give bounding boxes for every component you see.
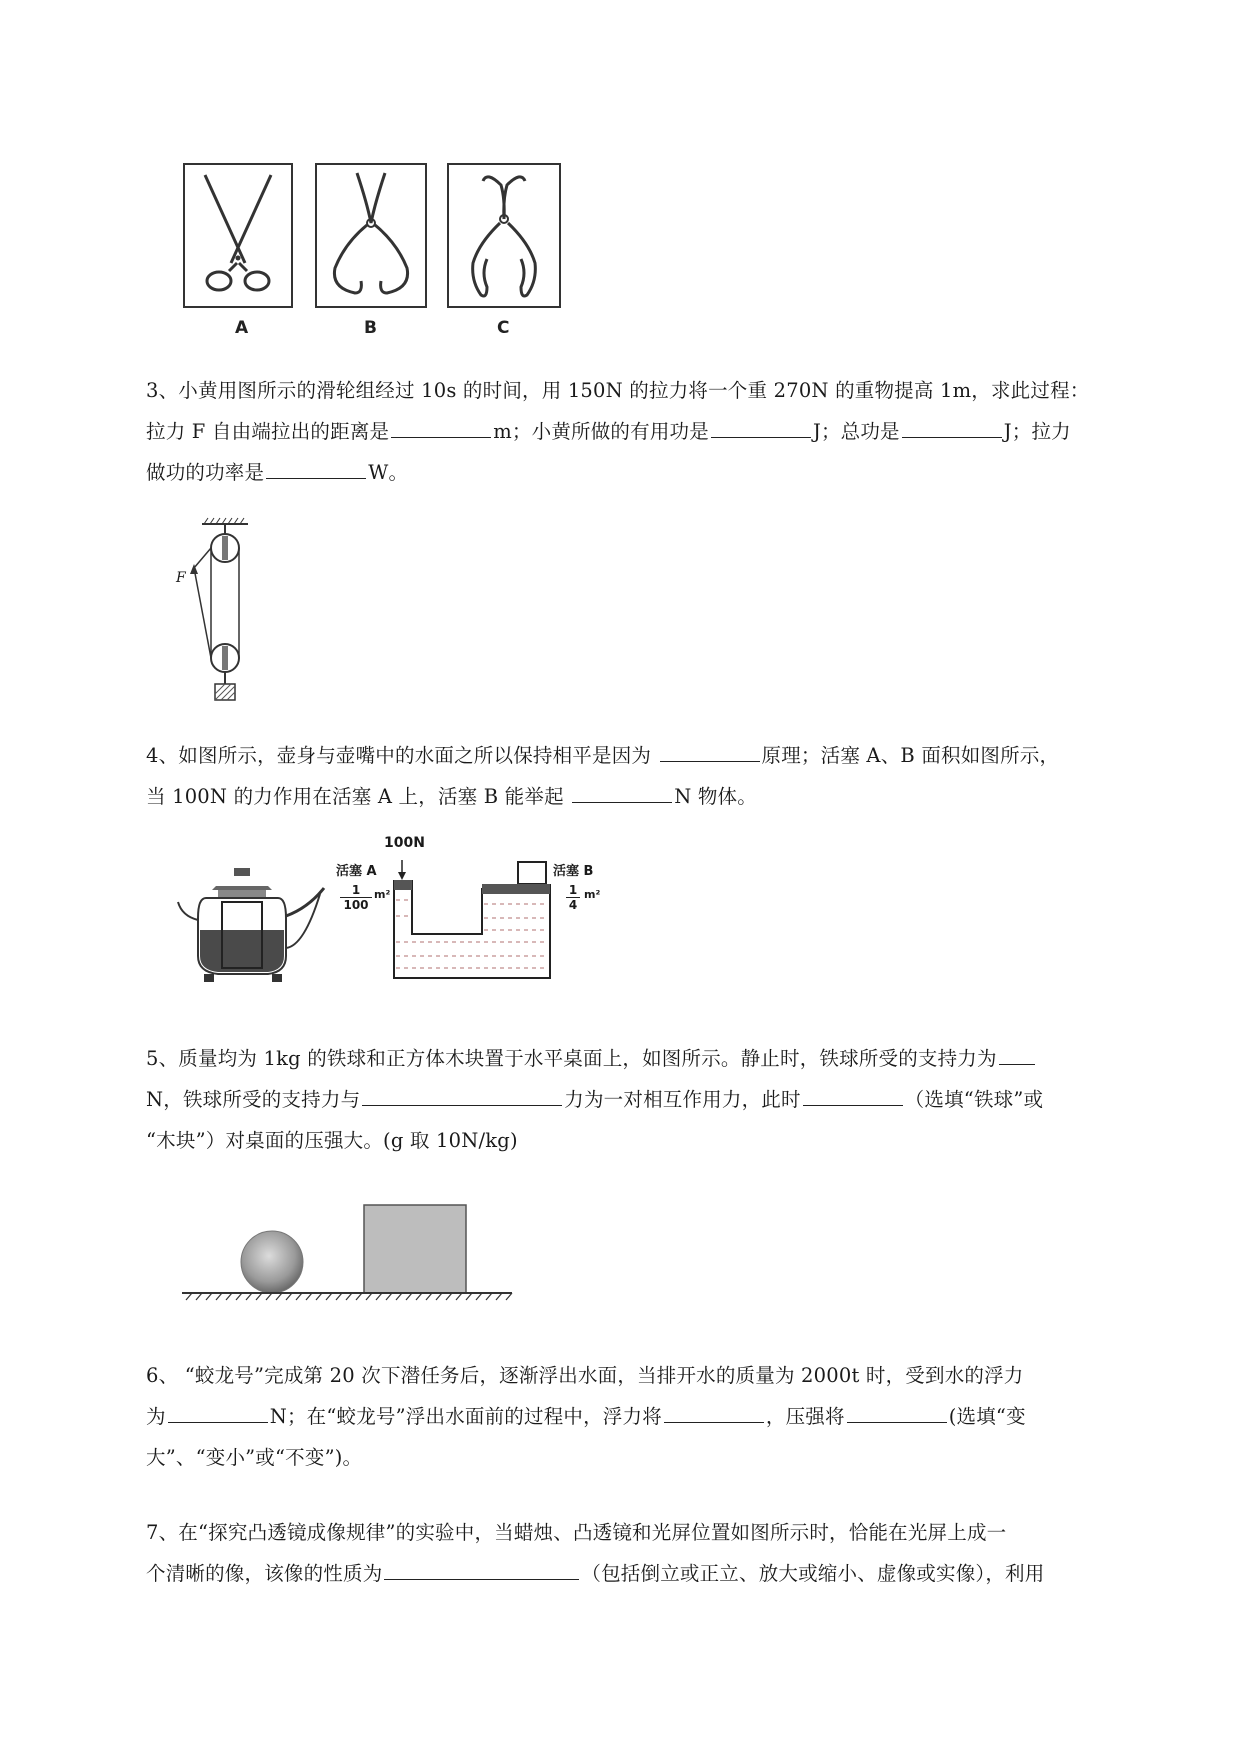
hydraulic-press-vessel — [392, 860, 552, 980]
q3-blank-power[interactable] — [266, 458, 366, 479]
ball-and-block-figure — [182, 1190, 512, 1300]
q3-blank-useful-work[interactable] — [711, 417, 811, 438]
question-6-line-2 — [146, 1396, 1156, 1437]
q3-text-power: 做功的功率是 — [146, 461, 265, 484]
question-3-line-3 — [146, 452, 1156, 493]
scissors-b-image — [315, 163, 427, 308]
question-7-text — [146, 1512, 1156, 1594]
area-b-unit: m² — [584, 888, 601, 901]
q7-text-options: （包括倒立或正立、放大或缩小、虚像或实像），利用 — [581, 1562, 1045, 1585]
q3-blank-total-work[interactable] — [902, 417, 1002, 438]
area-a-numerator: 1 — [351, 883, 361, 897]
question-4-line-1 — [146, 735, 1156, 776]
q3-text-distance: 拉力 F 自由端拉出的距离是 — [146, 420, 390, 443]
question-5-line-1 — [146, 1038, 1156, 1079]
question-7-line-2 — [146, 1553, 1156, 1594]
q7-text-image-nature: 个清晰的像，该像的性质为 — [146, 1562, 383, 1585]
q4-blank-lift[interactable] — [572, 782, 672, 803]
area-a-denominator: 100 — [340, 897, 372, 912]
question-5-line-2 — [146, 1079, 1156, 1120]
q3-text-useful-work: m；小黄所做的有用功是 — [493, 420, 709, 443]
q3-text-force: J；拉力 — [1003, 420, 1071, 443]
question-6-line-3: 大”、“变小”或“不变”)。 — [146, 1446, 363, 1469]
teapot-figure — [176, 868, 326, 988]
iron-ball — [241, 1231, 303, 1293]
q6-blank-buoyancy[interactable] — [168, 1402, 268, 1423]
q3-blank-distance[interactable] — [391, 417, 491, 438]
q4-text-piston-areas: 原理；活塞 A、B 面积如图所示， — [761, 744, 1060, 767]
q6-text-pressure: ，压强将 — [765, 1405, 845, 1428]
q4-text-principle: 4、如图所示，壶身与壶嘴中的水面之所以保持相平是因为 — [146, 744, 658, 767]
q5-text-interaction: N，铁球所受的支持力与 — [146, 1088, 361, 1111]
question-5-text — [146, 1038, 1156, 1161]
q6-text-buoyancy-change: N；在“蛟龙号”浮出水面前的过程中，浮力将 — [269, 1405, 662, 1428]
scissors-a-label: A — [235, 318, 249, 338]
q7-blank-image-nature[interactable] — [384, 1559, 579, 1580]
q6-blank-buoyancy-change[interactable] — [664, 1402, 764, 1423]
question-3-line-2 — [146, 411, 1156, 452]
pulley-force-label: F — [176, 570, 186, 586]
q4-text-lift: 当 100N 的力作用在活塞 A 上，活塞 B 能举起 — [146, 785, 571, 808]
question-6-text — [146, 1355, 1156, 1478]
q6-text-for: 为 — [146, 1405, 166, 1428]
piston-a-label: 活塞 A — [336, 864, 377, 879]
wooden-block — [364, 1205, 466, 1293]
question-4-text — [146, 735, 1156, 817]
q4-blank-principle[interactable] — [660, 741, 760, 762]
question-3-text — [146, 370, 1156, 493]
question-3-line-1: 3、小黄用图所示的滑轮组经过 10s 的时间，用 150N 的拉力将一个重 270N 的重物提高 1m，求此过程： — [146, 379, 1090, 402]
piston-b-label: 活塞 B — [553, 864, 594, 879]
area-b-denominator: 4 — [566, 897, 580, 912]
area-a-fraction — [340, 883, 372, 912]
area-b-fraction — [566, 883, 580, 912]
q3-text-total-work: J；总功是 — [812, 420, 900, 443]
q5-blank-pressure-object[interactable] — [803, 1085, 903, 1106]
question-4-line-2 — [146, 776, 1156, 817]
question-6-line-1: 6、 “蛟龙号”完成第 20 次下潜任务后，逐渐浮出水面，当排开水的质量为 2000t 时，受到水的浮力 — [146, 1364, 1024, 1387]
pulley-figure — [170, 518, 260, 708]
force-100n-label: 100N — [384, 835, 425, 851]
area-b-numerator: 1 — [568, 883, 578, 897]
scissors-c-label: C — [497, 318, 510, 338]
q4-text-unit-n: N 物体。 — [674, 785, 757, 808]
q5-text-choice: （选填“铁球”或 — [904, 1088, 1044, 1111]
scissors-b-label: B — [364, 318, 377, 338]
scissors-c-image — [447, 163, 561, 308]
area-a-unit: m² — [374, 888, 391, 901]
q6-blank-pressure-change[interactable] — [847, 1402, 947, 1423]
question-5-line-3: “木块”）对桌面的压强大。(g 取 10N/kg) — [146, 1129, 518, 1152]
q5-text-support-force: 5、质量均为 1kg 的铁球和正方体木块置于水平桌面上，如图所示。静止时，铁球所受的支持力为 — [146, 1047, 997, 1070]
question-7-line-1: 7、在“探究凸透镜成像规律”的实验中，当蜡烛、凸透镜和光屏位置如图所示时，恰能在光屏上成一 — [146, 1521, 1007, 1544]
q6-text-choice: (选填“变 — [948, 1405, 1026, 1428]
q5-blank-interaction-force[interactable] — [362, 1085, 562, 1106]
scissors-a-image — [183, 163, 293, 308]
q5-text-pair: 力为一对相互作用力，此时 — [564, 1088, 801, 1111]
q5-blank-support-force[interactable] — [999, 1044, 1035, 1065]
q3-text-unit-w: W。 — [368, 461, 409, 484]
